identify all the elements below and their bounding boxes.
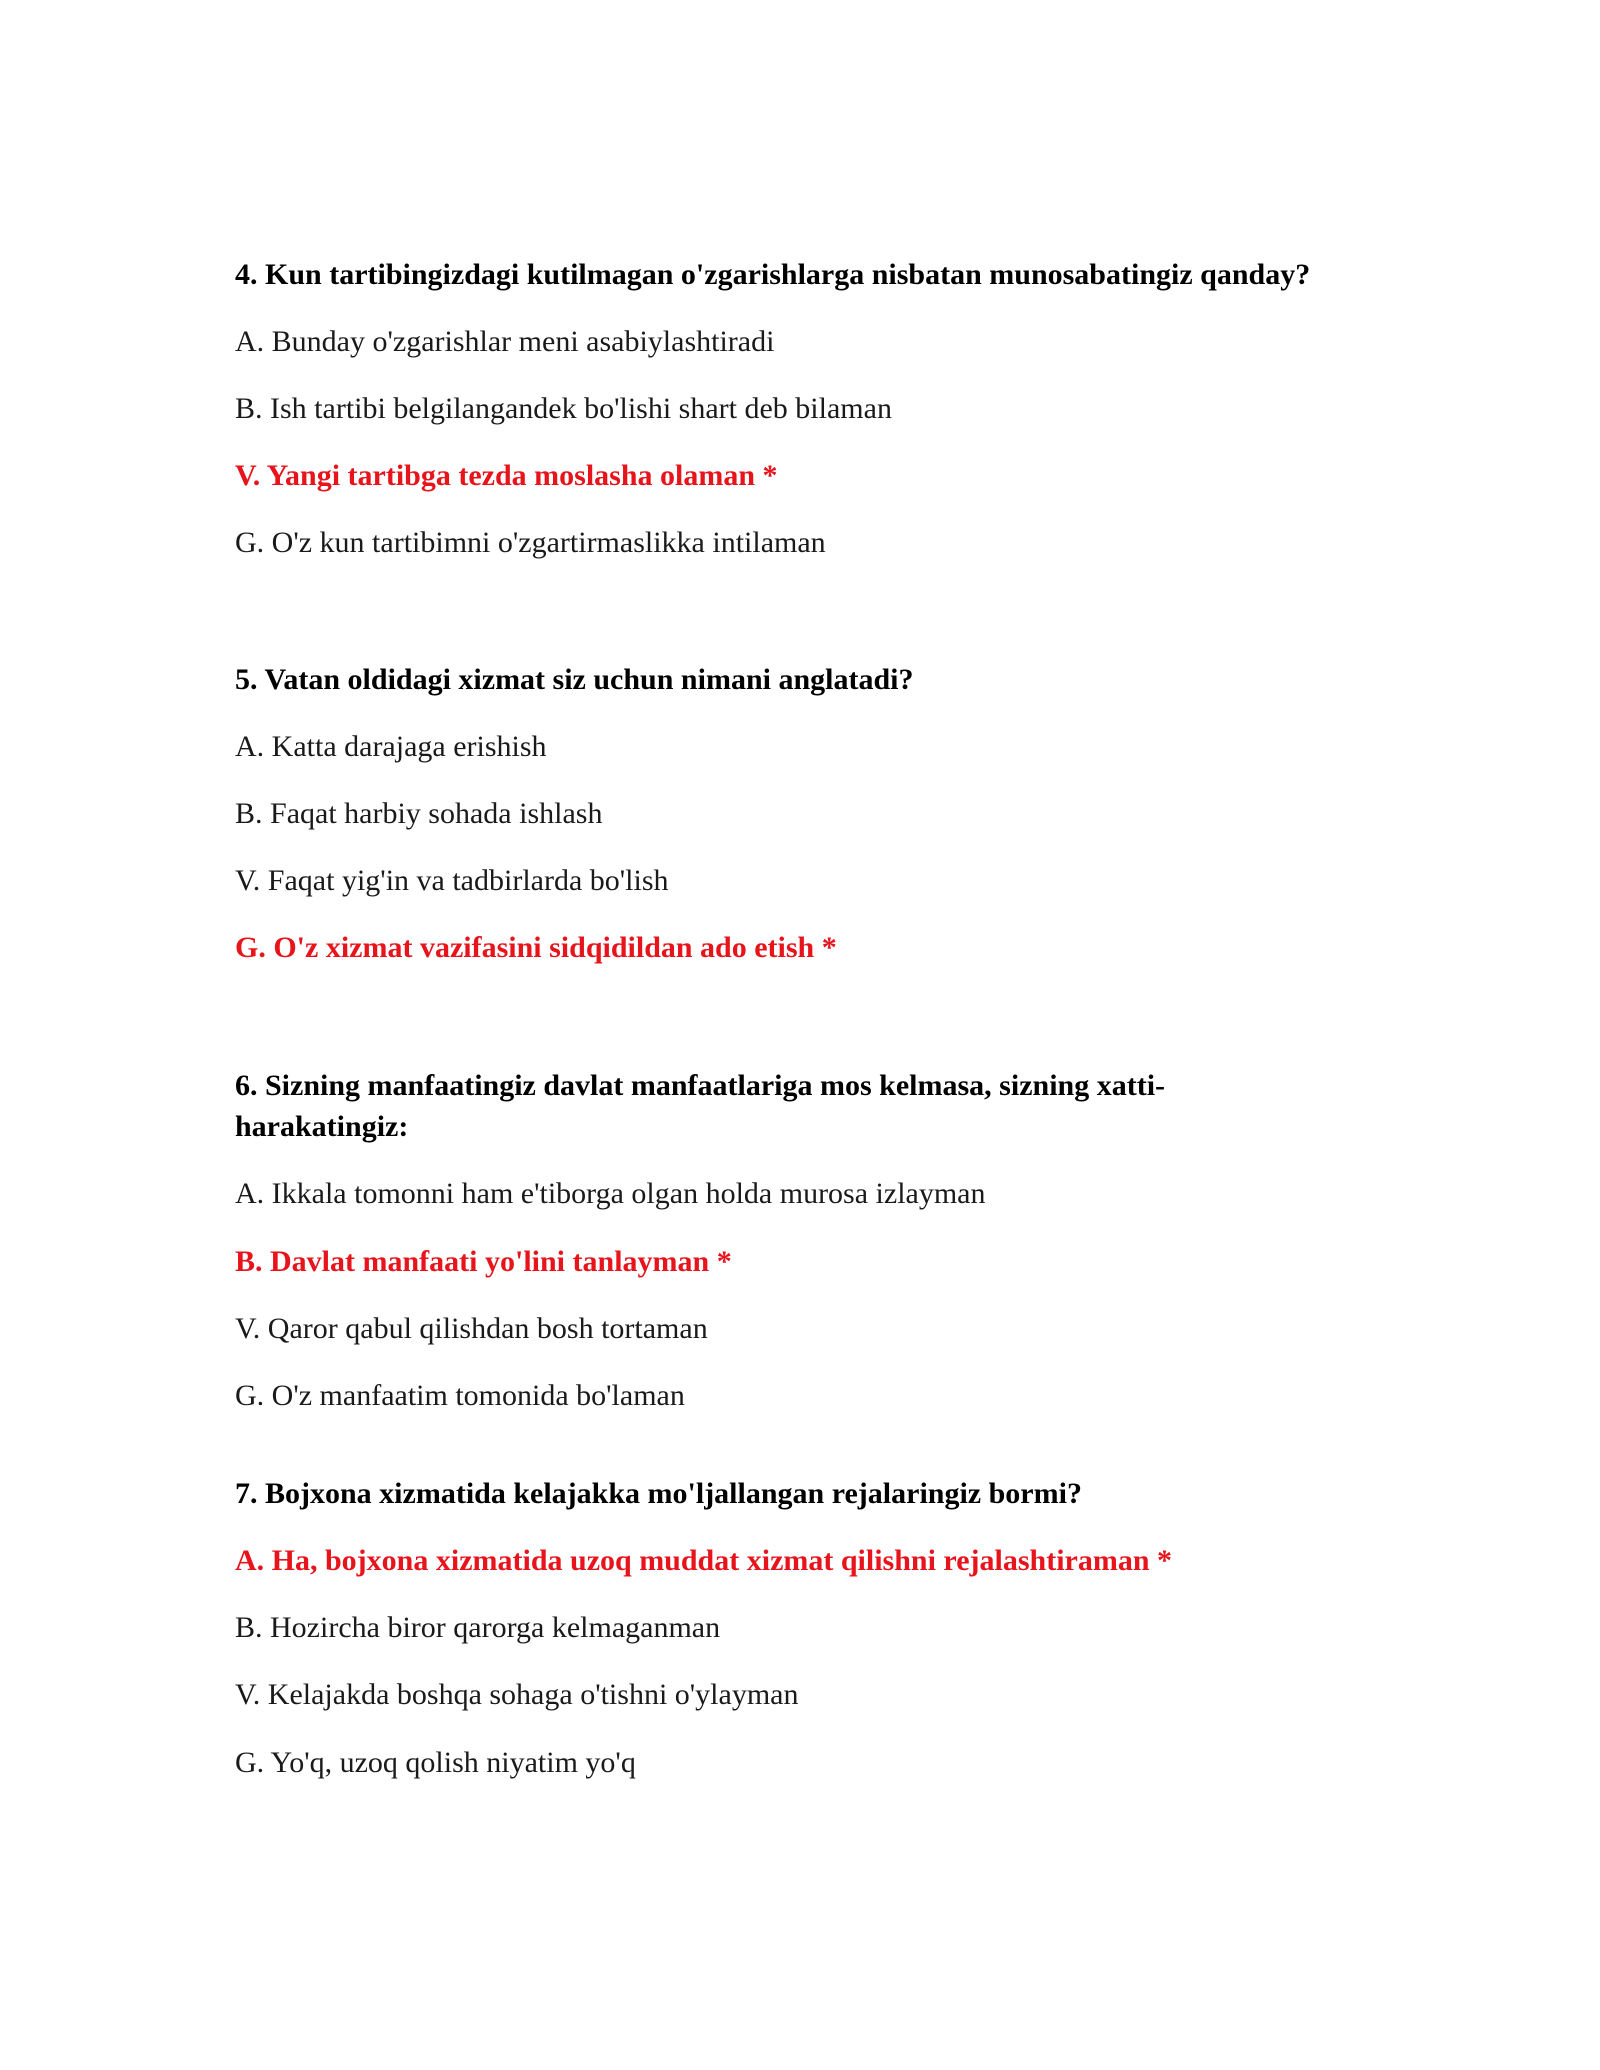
- question-7-option-b: B. Hozircha biror qarorga kelmaganman: [235, 1611, 721, 1644]
- question-5-option-a: A. Katta darajaga erishish: [235, 730, 547, 763]
- question-6-option-b-correct: B. Davlat manfaati yo'lini tanlayman *: [235, 1245, 732, 1278]
- question-7-option-g: G. Yo'q, uzoq qolish niyatim yo'q: [235, 1746, 636, 1779]
- question-4-option-a: A. Bunday o'zgarishlar meni asabiylashtiradi: [235, 325, 775, 358]
- question-4-option-b: B. Ish tartibi belgilangandek bo'lishi shart deb bilaman: [235, 392, 892, 425]
- question-5-option-v: V. Faqat yig'in va tadbirlarda bo'lish: [235, 864, 669, 897]
- question-4-title: 4. Kun tartibingizdagi kutilmagan o'zgarishlarga nisbatan munosabatingiz qanday?: [235, 258, 1311, 291]
- question-6-title-line-1: 6. Sizning manfaatingiz davlat manfaatlariga mos kelmasa, sizning xatti-: [235, 1069, 1166, 1102]
- question-7-option-a-correct: A. Ha, bojxona xizmatida uzoq muddat xizmat qilishni rejalashtiraman *: [235, 1544, 1173, 1577]
- question-6-option-g: G. O'z manfaatim tomonida bo'laman: [235, 1379, 685, 1412]
- question-5-title: 5. Vatan oldidagi xizmat siz uchun nimani anglatadi?: [235, 663, 914, 696]
- question-6-title-line-2: harakatingiz:: [235, 1110, 409, 1143]
- question-4-option-v-correct: V. Yangi tartibga tezda moslasha olaman *: [235, 459, 778, 492]
- question-7-title: 7. Bojxona xizmatida kelajakka mo'ljallangan rejalaringiz bormi?: [235, 1477, 1082, 1510]
- question-6-option-v: V. Qaror qabul qilishdan bosh tortaman: [235, 1312, 708, 1345]
- question-6-option-a: A. Ikkala tomonni ham e'tiborga olgan holda murosa izlayman: [235, 1177, 986, 1210]
- question-4-option-g: G. O'z kun tartibimni o'zgartirmaslikka intilaman: [235, 526, 826, 559]
- question-5-option-b: B. Faqat harbiy sohada ishlash: [235, 797, 603, 830]
- question-5-option-g-correct: G. O'z xizmat vazifasini sidqidildan ado etish *: [235, 931, 837, 964]
- question-7-option-v: V. Kelajakda boshqa sohaga o'tishni o'ylayman: [235, 1678, 799, 1711]
